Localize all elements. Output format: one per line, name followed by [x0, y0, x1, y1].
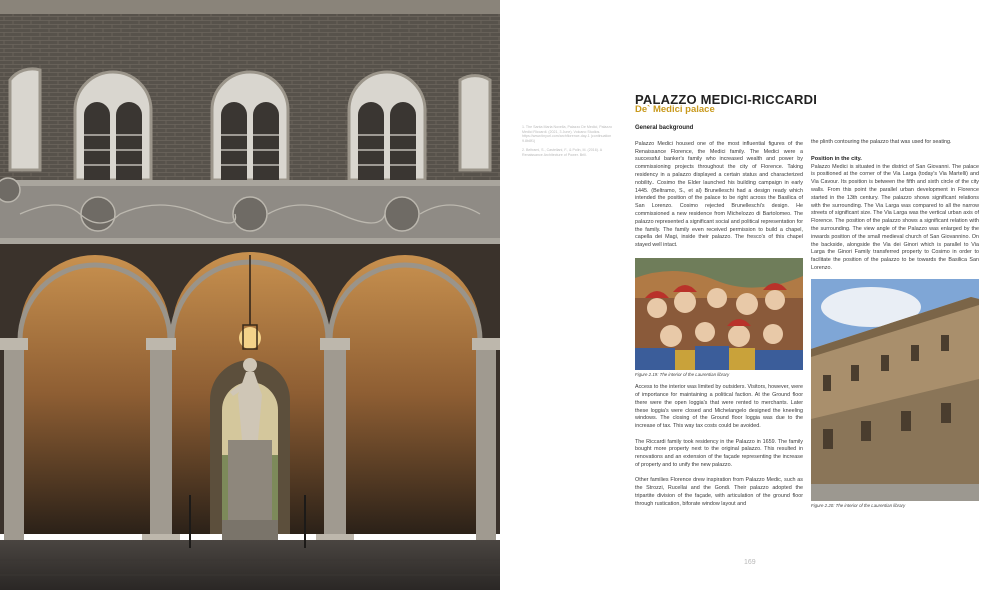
paragraph: Palazzo Medici housed one of the most influential figures of the Renaissance Florence, the Medici family. The Medici were a successful banker's family who increased wealth and power by commissioning projects throughout the city of Florence. Taking residency in a palazzo displayed a certain status and characterized nobility.. Cosimo the Elder launched his building campaign in early 1445. (Beltramo, S., et al) Brunelleschi had a design ready which intended the position of the palace to be right across the Basilica of San Lorenzo. Cosimo rejected Brunelleschi's design. He commissioned a new residence from Michelozzo di Bartolomeo. The palazzo represented a significant social and political representation for the family. The family even received permission to build a chapel, capella dei Magi, inside their palazzo. The fresco's of this chapel stayed well intact.: [635, 140, 803, 249]
page-number: 169: [744, 559, 756, 566]
fresco-photo: [635, 258, 803, 370]
figure-caption-2-20: Figure 2.20: The interior of the Laurentian library: [811, 502, 906, 508]
figure-caption-2-19: Figure 2.19: The interior of the Laurentian library: [635, 371, 730, 377]
paragraph: The Riccardi family took residency in the Palazzo in 1659. The family bought more property next to the original palazzo. This resulted in renovations and an extension of the façade representing the increase of property and to unify the new palazzo.: [635, 438, 803, 468]
footnote-1: 1. The Santa Maria Novella, Palazzo De Medici, Palazzo Medici Riccardi. (2021, 3 June). Volcano Studios. https://www.tinyurl.com/archflorence-day-1 (continuation 9.8b8f1): [522, 125, 613, 144]
text-page: [500, 0, 1000, 590]
section-heading-position: Position in the city.: [811, 155, 862, 162]
page-title: PALAZZO MEDICI-RICCARDI: [635, 92, 818, 107]
paragraph: Other families Florence drew inspiration from Palazzo Medic, such as the Strozzi, Rucellai and the Gondi. Their palazzo adopted the tripartite division of the façade, with articulation of the ground floor through rustication, biforate window layout and: [635, 477, 803, 507]
paragraph: Palazzo Medici is situated in the district of San Giovanni. The palace is positioned at the corner of the Via Larga (today's Via Martelli) and Via Cavour. Its position is between the fifth and sixth circle of the city walls. From this point the parallel urban development in Florence started in the 13th century. The palazzo shows significant relations with the surrounding. The Via Larga was compared to all the narrow streets of significant size. The Via Larga was the vertical urban axis of Florence. The position of the palazzo shows a significant relation with the surrounding. The view angle of the Palazzo was enlarged by the inwards position of the small medieval church of San Giovannino. On the backside, alongside the Via dei Ginori which is parallel to Via Larga the Ginori Family transferred property to Cosimo in order to facilitate the position of the palazzo to be towards the Basilica San Lorenzo.: [811, 163, 979, 271]
section-heading-general-background: General background: [635, 125, 694, 131]
right-text-column: [811, 139, 979, 515]
footnotes: [522, 125, 617, 161]
paragraph-continuation: the plinth contouring the palazzo that was used for seating.: [811, 139, 952, 145]
palazzo-facade-photo: [811, 279, 979, 501]
paragraph: Access to the interior was limited by outsiders. Visitors, however, were of importance for maintaining a political faction. At the Ground floor there were the open loggia's that were rented to merchants. Later these loggia's were closed and Michelangelo designed the kneeling windows. The closing of the Ground floor loggia was due to the increase of tax. This way tax costs could be avoided.: [635, 384, 803, 430]
footnote-2: 2. Beltrami, S., Castellani, F., & Polin, M. (2016). A Renaissance Architecture of Power. Brill.: [522, 147, 602, 157]
upper-windows: [10, 69, 490, 180]
left-text-column: [635, 125, 803, 516]
page-subtitle: De` Medici palace: [635, 104, 715, 115]
